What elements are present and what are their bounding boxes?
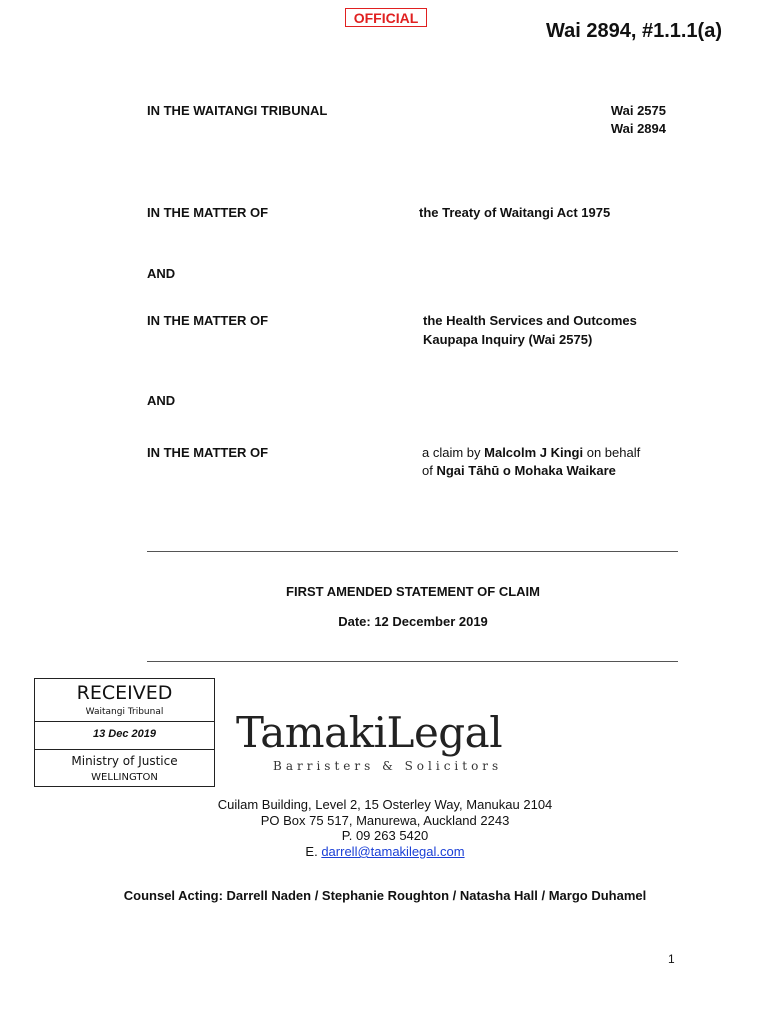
stamp-date: 13 Dec 2019 [93,728,156,740]
stamp-tribunal: Waitangi Tribunal [85,707,164,717]
official-label: OFFICIAL [345,8,427,27]
stamp-city: WELLINGTON [91,772,158,783]
email-line: E. darrell@tamakilegal.com [305,844,465,859]
claimant-name: Malcolm J Kingi [484,445,584,460]
matter-label: IN THE MATTER OF [147,313,269,328]
page-number: 1 [668,952,675,966]
document-date: Date: 12 December 2019 [338,614,488,629]
matter-label: IN THE MATTER OF [147,445,269,460]
divider [147,661,678,662]
wai-number: Wai 2575 [610,103,666,118]
phone-line: P. 09 263 5420 [341,828,429,843]
address-line: PO Box 75 517, Manurewa, Auckland 2243 [260,813,510,828]
firm-tagline: Barristers & Solicitors [273,759,503,773]
email-link[interactable]: darrell@tamakilegal.com [321,844,465,859]
wai-number: Wai 2894 [610,121,666,136]
and-label: AND [147,266,176,281]
stamp-received: RECEIVED [76,682,173,704]
matter-text: a claim by Malcolm J Kingi on behalf [422,445,641,460]
document-reference: Wai 2894, #1.1.1(a) [545,20,722,42]
document-title: FIRST AMENDED STATEMENT OF CLAIM [286,584,540,599]
matter-text: of Ngai Tāhū o Mohaka Waikare [422,463,616,478]
matter-text: the Treaty of Waitangi Act 1975 [419,205,611,220]
received-stamp [34,678,215,787]
firm-logo: TamakiLegal [236,708,503,757]
counsel-acting: Counsel Acting: Darrell Naden / Stephanie Roughton / Natasha Hall / Margo Duhamel [123,888,647,903]
stamp-ministry: Ministry of Justice [71,754,178,768]
tribunal-heading: IN THE WAITANGI TRIBUNAL [147,103,328,118]
address-line: Cuilam Building, Level 2, 15 Osterley Way, Manukau 2104 [217,797,553,812]
stamp-divider [35,721,214,722]
claimant-group: Ngai Tāhū o Mohaka Waikare [436,463,616,478]
matter-text: the Health Services and Outcomes [423,313,637,328]
divider [147,551,678,552]
matter-label: IN THE MATTER OF [147,205,269,220]
and-label: AND [147,393,176,408]
stamp-divider [35,749,214,750]
matter-text: Kaupapa Inquiry (Wai 2575) [423,332,593,347]
